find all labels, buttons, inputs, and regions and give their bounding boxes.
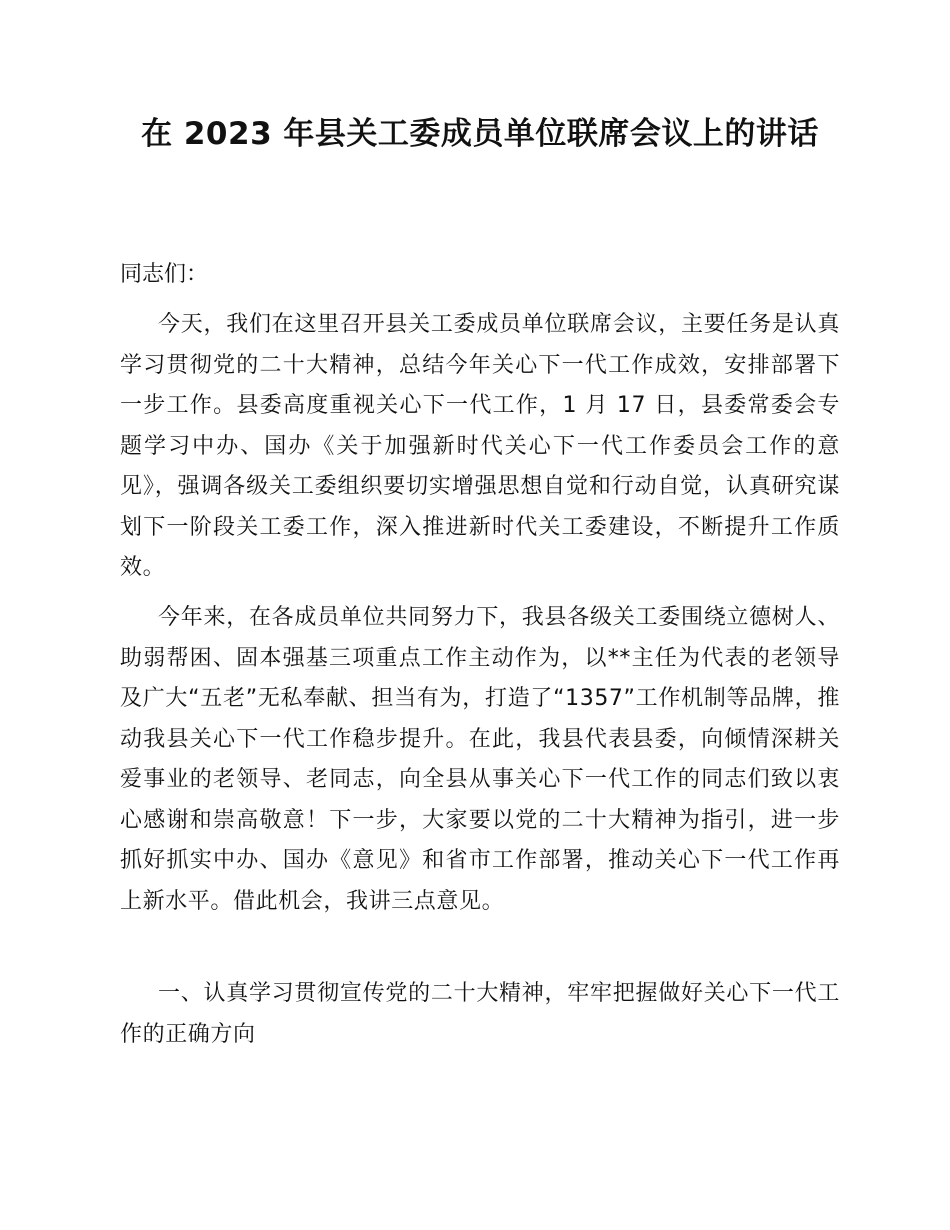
section-heading-1: 一、认真学习贯彻宣传党的二十大精神，牢牢把握做好关心下一代工作的正确方向 xyxy=(120,981,840,1047)
paragraph-intro: 今天，我们在这里召开县关工委成员单位联席会议，主要任务是认真学习贯彻党的二十大精神，总结今年关心下一代工作成效，安排部署下一步工作。县委高度重视关心下一代工作，1 月 17 日，县委常委会专题学习中办、国办《关于加强新时代关心下一代工作委员会工作的意见》，强调各级关工委组织要切实增强思想自觉和行动自觉，认真研究谋划下一阶段关工委工作，深入推进新时代关工委建设，不断提升工作质效。 xyxy=(120,312,840,580)
paragraph-review: 今年来，在各成员单位共同努力下，我县各级关工委围绕立德树人、助弱帮困、固本强基三项重点工作主动作为，以**主任为代表的老领导及广大“五老”无私奉献、担当有为，打造了“1357”工作机制等品牌，推动我县关心下一代工作稳步提升。在此，我县代表县委，向倾情深耕关爱事业的老领导、老同志，向全县从事关心下一代工作的同志们致以衷心感谢和崇高敬意！下一步，大家要以党的二十大精神为指引，进一步抓好抓实中办、国办《意见》和省市工作部署，推动关心下一代工作再上新水平。借此机会，我讲三点意见。 xyxy=(120,605,840,914)
document-title: 在 2023 年县关工委成员单位联席会议上的讲话 xyxy=(141,116,819,152)
salutation: 同志们： xyxy=(120,262,209,287)
